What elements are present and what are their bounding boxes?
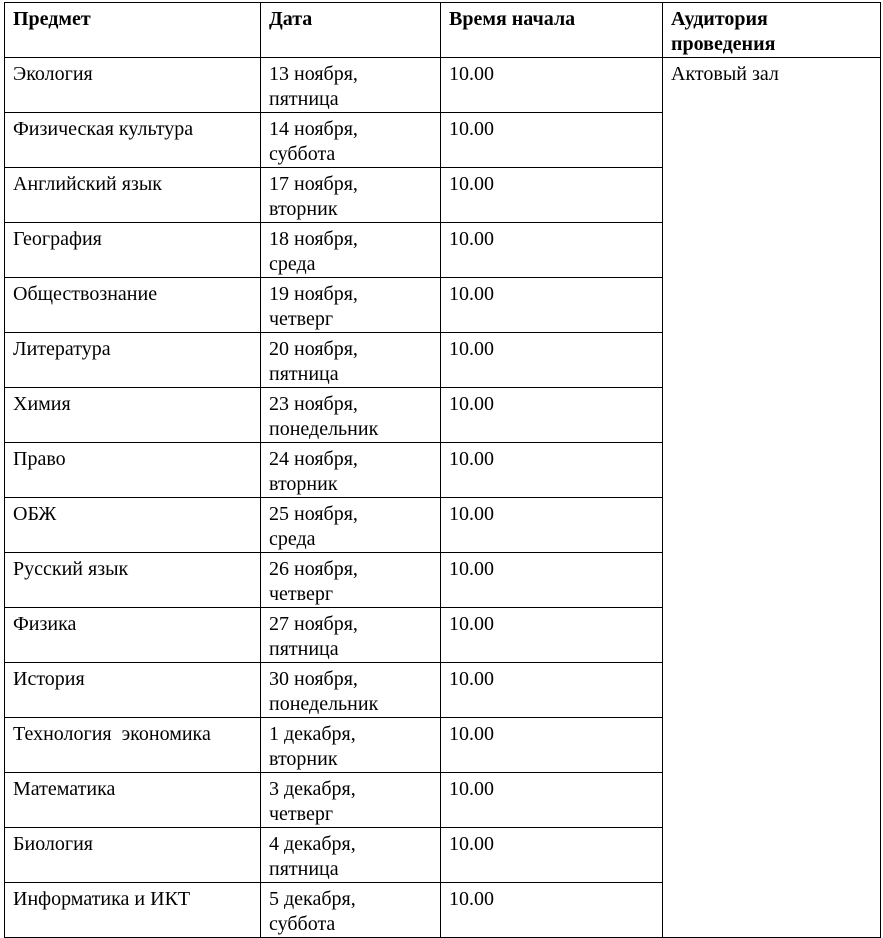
cell-date-weekday: четверг — [269, 583, 334, 605]
cell-date-day: 1 декабря, — [269, 723, 356, 745]
cell-date-weekday: понедельник — [269, 418, 379, 440]
header-room — [663, 3, 881, 58]
cell-date-day: 24 ноября, — [269, 448, 358, 470]
header-start-time: Время начала — [441, 3, 663, 58]
cell-start-time: 10.00 — [441, 498, 663, 553]
cell-date-weekday: пятница — [269, 638, 339, 660]
cell-date-weekday: пятница — [269, 88, 339, 110]
cell-date-weekday: среда — [269, 253, 316, 275]
cell-subject: Информатика и ИКТ — [5, 883, 261, 938]
cell-start-time: 10.00 — [441, 718, 663, 773]
cell-date — [261, 58, 441, 113]
cell-start-time: 10.00 — [441, 113, 663, 168]
cell-date-day: 4 декабря, — [269, 833, 356, 855]
cell-date — [261, 828, 441, 883]
cell-date — [261, 333, 441, 388]
cell-start-time: 10.00 — [441, 443, 663, 498]
cell-start-time: 10.00 — [441, 828, 663, 883]
cell-subject: Математика — [5, 773, 261, 828]
cell-subject: Обществознание — [5, 278, 261, 333]
cell-subject: Физическая культура — [5, 113, 261, 168]
cell-date — [261, 883, 441, 938]
exam-schedule-table — [4, 2, 881, 938]
cell-start-time: 10.00 — [441, 608, 663, 663]
header-room-line1: Аудитория — [671, 8, 768, 30]
table-body — [5, 3, 881, 938]
cell-subject: Технология экономика — [5, 718, 261, 773]
header-subject: Предмет — [5, 3, 261, 58]
cell-date — [261, 608, 441, 663]
cell-date-weekday: понедельник — [269, 693, 379, 715]
cell-date-weekday: среда — [269, 528, 316, 550]
cell-date-day: 27 ноября, — [269, 613, 358, 635]
cell-subject: Литература — [5, 333, 261, 388]
cell-subject: Физика — [5, 608, 261, 663]
cell-date-day: 18 ноября, — [269, 228, 358, 250]
cell-date — [261, 773, 441, 828]
cell-start-time: 10.00 — [441, 553, 663, 608]
cell-date-weekday: четверг — [269, 308, 334, 330]
cell-date-weekday: пятница — [269, 363, 339, 385]
cell-start-time: 10.00 — [441, 388, 663, 443]
cell-date-day: 19 ноября, — [269, 283, 358, 305]
cell-subject: ОБЖ — [5, 498, 261, 553]
cell-start-time: 10.00 — [441, 773, 663, 828]
cell-subject: Право — [5, 443, 261, 498]
cell-date-weekday: четверг — [269, 803, 334, 825]
cell-date-day: 20 ноября, — [269, 338, 358, 360]
cell-start-time: 10.00 — [441, 58, 663, 113]
cell-start-time: 10.00 — [441, 168, 663, 223]
cell-start-time: 10.00 — [441, 278, 663, 333]
cell-subject: Экология — [5, 58, 261, 113]
cell-date-day: 23 ноября, — [269, 393, 358, 415]
cell-date-day: 26 ноября, — [269, 558, 358, 580]
cell-date-day: 5 декабря, — [269, 888, 356, 910]
cell-date-day: 14 ноября, — [269, 118, 358, 140]
cell-date — [261, 223, 441, 278]
cell-subject: Химия — [5, 388, 261, 443]
cell-date-day: 13 ноября, — [269, 63, 358, 85]
cell-date — [261, 443, 441, 498]
cell-date — [261, 113, 441, 168]
cell-subject: География — [5, 223, 261, 278]
cell-subject: Биология — [5, 828, 261, 883]
cell-subject: Русский язык — [5, 553, 261, 608]
cell-date — [261, 718, 441, 773]
cell-date — [261, 663, 441, 718]
cell-subject: Английский язык — [5, 168, 261, 223]
cell-date-day: 25 ноября, — [269, 503, 358, 525]
cell-date-weekday: суббота — [269, 913, 336, 935]
cell-date — [261, 388, 441, 443]
cell-start-time: 10.00 — [441, 883, 663, 938]
cell-date-weekday: вторник — [269, 473, 338, 495]
cell-start-time: 10.00 — [441, 333, 663, 388]
header-date: Дата — [261, 3, 441, 58]
cell-date — [261, 553, 441, 608]
cell-date-day: 3 декабря, — [269, 778, 356, 800]
cell-date — [261, 278, 441, 333]
cell-date-weekday: суббота — [269, 143, 336, 165]
table-row — [5, 58, 881, 113]
cell-date-weekday: пятница — [269, 858, 339, 880]
cell-date-day: 30 ноября, — [269, 668, 358, 690]
header-room-line2: проведения — [671, 33, 776, 55]
cell-date — [261, 168, 441, 223]
cell-date — [261, 498, 441, 553]
cell-room: Актовый зал — [663, 58, 881, 938]
cell-date-weekday: вторник — [269, 198, 338, 220]
cell-subject: История — [5, 663, 261, 718]
cell-start-time: 10.00 — [441, 223, 663, 278]
cell-date-day: 17 ноября, — [269, 173, 358, 195]
table-header-row — [5, 3, 881, 58]
cell-date-weekday: вторник — [269, 748, 338, 770]
cell-start-time: 10.00 — [441, 663, 663, 718]
